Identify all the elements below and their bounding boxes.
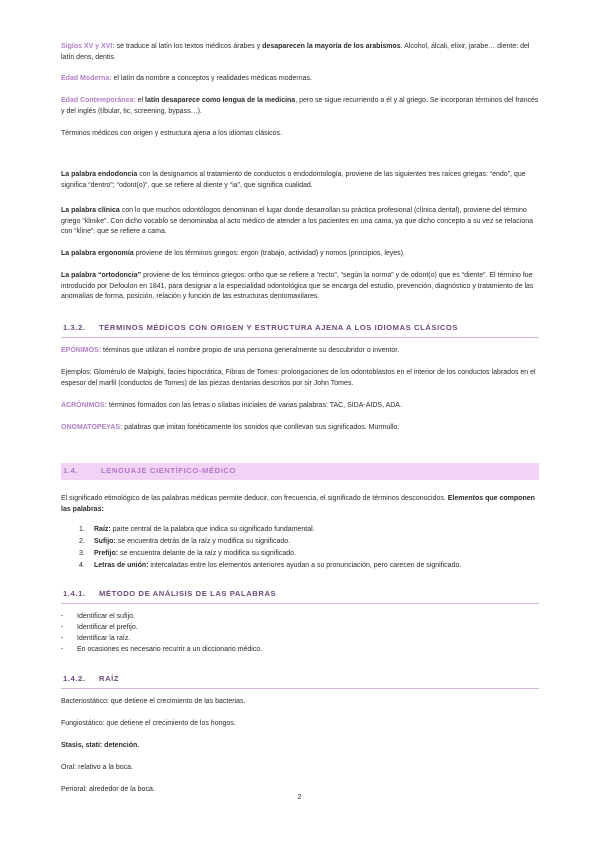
- list-item: - Identificar el sufijo.: [61, 613, 135, 620]
- etymology-text: con la designamos al tratamiento de conductos o endodontología, proviene de las siguientes tres raíces griegas: “endo”, que significa “dentro”; “odont(o)”, que se refiere al diente y “ia”, que significa cualidad.: [61, 171, 526, 189]
- history-text: , pero se sigue recurriendo a él y al griego. Se incorporan términos del francés y del inglés (tíbular, tic, screening, bypass…).: [61, 97, 539, 115]
- list-item: - Identificar la raíz.: [61, 635, 131, 642]
- list-item: 3. Prefijo: se encuentra delante de la raíz y modifica su significado.: [79, 550, 296, 557]
- history-term: Edad Contemporánea:: [61, 97, 136, 104]
- section-heading-1-4-1: [61, 586, 539, 604]
- history-contemporanea: [61, 96, 539, 117]
- onomatopeyas-text: palabras que imitan fonéticamente los sonidos que conllevan sus significados. Murmullo.: [122, 424, 400, 431]
- list-item: 1. Raíz: parte central de la palabra que indica su significado fundamental.: [79, 526, 315, 533]
- history-bold: latín desaparece como lengua de la medicina: [145, 97, 296, 104]
- etymology-term: La palabra ergonomía: [61, 250, 134, 257]
- lenguaje-bold: Elementos que componen las palabras:: [61, 495, 535, 513]
- acronimos-term: ACRÓNIMOS:: [61, 402, 107, 409]
- etymology-text: con lo que muchos odontólogos denominan el lugar donde desarrollan su práctica profesional (clínica dental), proviene del término griego “klinike”. Con dicho vocablo se denominaba al acto médico de atender a los pacientes en una cama, ya que dicho concepto a su vez se relaciona con “kline”: que se refiere a cama.: [61, 207, 534, 235]
- page-number: 2: [297, 794, 302, 801]
- eponimos-paragraph: [61, 346, 539, 357]
- history-moderna: [61, 74, 539, 85]
- list-item: - En ocasiones es necesario recurrir a un diccionario médico.: [61, 646, 263, 653]
- section-number: 1.4.: [63, 466, 79, 476]
- section-title: TÉRMINOS MÉDICOS CON ORIGEN Y ESTRUCTURA AJENA A LOS IDIOMAS CLÁSICOS: [99, 323, 459, 333]
- acronimos-text: términos formados con las letras o sílabas iniciales de varias palabras: TAC, SIDA-AIDS, ADA.: [106, 402, 402, 409]
- etymology-ergonomia: [61, 249, 539, 260]
- eponimos-text: términos que utilizan el nombre propio de una persona generalmente su descubridor o inventor.: [101, 347, 400, 354]
- metodo-list: [61, 612, 539, 656]
- raiz-line: Fungiostático: que detiene el crecimiento de los hongos.: [61, 720, 236, 727]
- history-siglos: [61, 42, 539, 63]
- etymology-ortodoncia: [61, 271, 539, 303]
- raiz-line: Oral: relativo a la boca.: [61, 764, 133, 771]
- section-title: MÉTODO DE ANÁLISIS DE LAS PALABRAS: [99, 589, 277, 599]
- ejemplos-paragraph: Ejemplos: Glomérulo de Malpighi, facies hipocrática, Fibras de Tomes: prolongaciones de los odontoblastos en el interior de los conductos labrados en el espesor del marfil (conductos de Tomes) de las piezas dentarias descritos por sir John Tomes.: [61, 369, 536, 387]
- lenguaje-intro: [61, 494, 539, 515]
- section-number: 1.4.2.: [63, 674, 86, 684]
- onomatopeyas-term: ONOMATOPEYAS:: [61, 424, 123, 431]
- section-number: 1.3.2.: [63, 323, 86, 333]
- history-term: Siglos XV y XVI:: [61, 43, 115, 50]
- list-item: 4. Letras de unión: intercaladas entre los elementos anteriores ayudan a su pronunciación, pero carecen de significado.: [79, 562, 462, 569]
- section-heading-1-4: [61, 463, 539, 480]
- history-bold: desaparecen la mayoría de los arabismos: [262, 43, 401, 50]
- raiz-line: Perioral: alrededor de la boca.: [61, 786, 155, 793]
- section-heading-1-4-2: [61, 671, 539, 689]
- raiz-line: Bacteriostático: que detiene el crecimiento de las bacterias.: [61, 698, 246, 705]
- etymology-text: proviene de los términos griegos: ortho que se refiere a “recto”, “según la norma” y de odont(o) que es “diente”. El término fue introducido por Defoulon en 1841, para designar a la especialidad odontológica que se encarga del estudio, prevención, diagnóstico y tratamiento de las anomalías de forma, posición, relación y función de las estructuras dentomaxilares.: [61, 272, 534, 300]
- etymology-clinica: [61, 206, 539, 238]
- etymology-term: La palabra “ortodoncia”: [61, 272, 142, 279]
- history-text: el latín da nombre a conceptos y realidades médicas modernas.: [111, 75, 312, 82]
- onomatopeyas-paragraph: [61, 423, 539, 434]
- section-heading-1-3-2: [61, 320, 539, 338]
- history-text: el: [135, 97, 146, 104]
- acronimos-paragraph: [61, 401, 539, 412]
- section-title: LENGUAJE CIENTÍFICO-MÉDICO: [101, 466, 236, 476]
- history-text: . Alcohol, álcali, elixir, jarabe… diente: del latín dens, dentis.: [61, 43, 530, 61]
- list-item: - Identificar el prefijo.: [61, 624, 138, 631]
- etymology-text: proviene de los términos griegos: ergon (trabajo, actividad) y nomos (principios, leyes).: [133, 250, 405, 257]
- elementos-list: [61, 525, 539, 573]
- raiz-line: Stasis, stati: detención.: [61, 742, 140, 749]
- lenguaje-text: El significado etimológico de las palabras médicas permite deducir, con frecuencia, el significado de términos desconocidos.: [61, 495, 448, 502]
- list-item: 2. Sufijo: se encuentra detrás de la raíz y modifica su significado.: [79, 538, 291, 545]
- etymology-term: La palabra endodoncia: [61, 171, 138, 178]
- eponimos-term: EPÓNIMOS:: [61, 347, 102, 354]
- history-term: Edad Moderna:: [61, 75, 112, 82]
- section-title: RAÍZ: [99, 674, 120, 684]
- history-note: Términos médicos con origen y estructura ajena a los idiomas clásicos.: [61, 130, 282, 137]
- history-text: se traduce al latín los textos médicos árabes y: [114, 43, 263, 50]
- etymology-endodoncia: [61, 170, 539, 191]
- section-number: 1.4.1.: [63, 589, 86, 599]
- etymology-term: La palabra clínica: [61, 207, 120, 214]
